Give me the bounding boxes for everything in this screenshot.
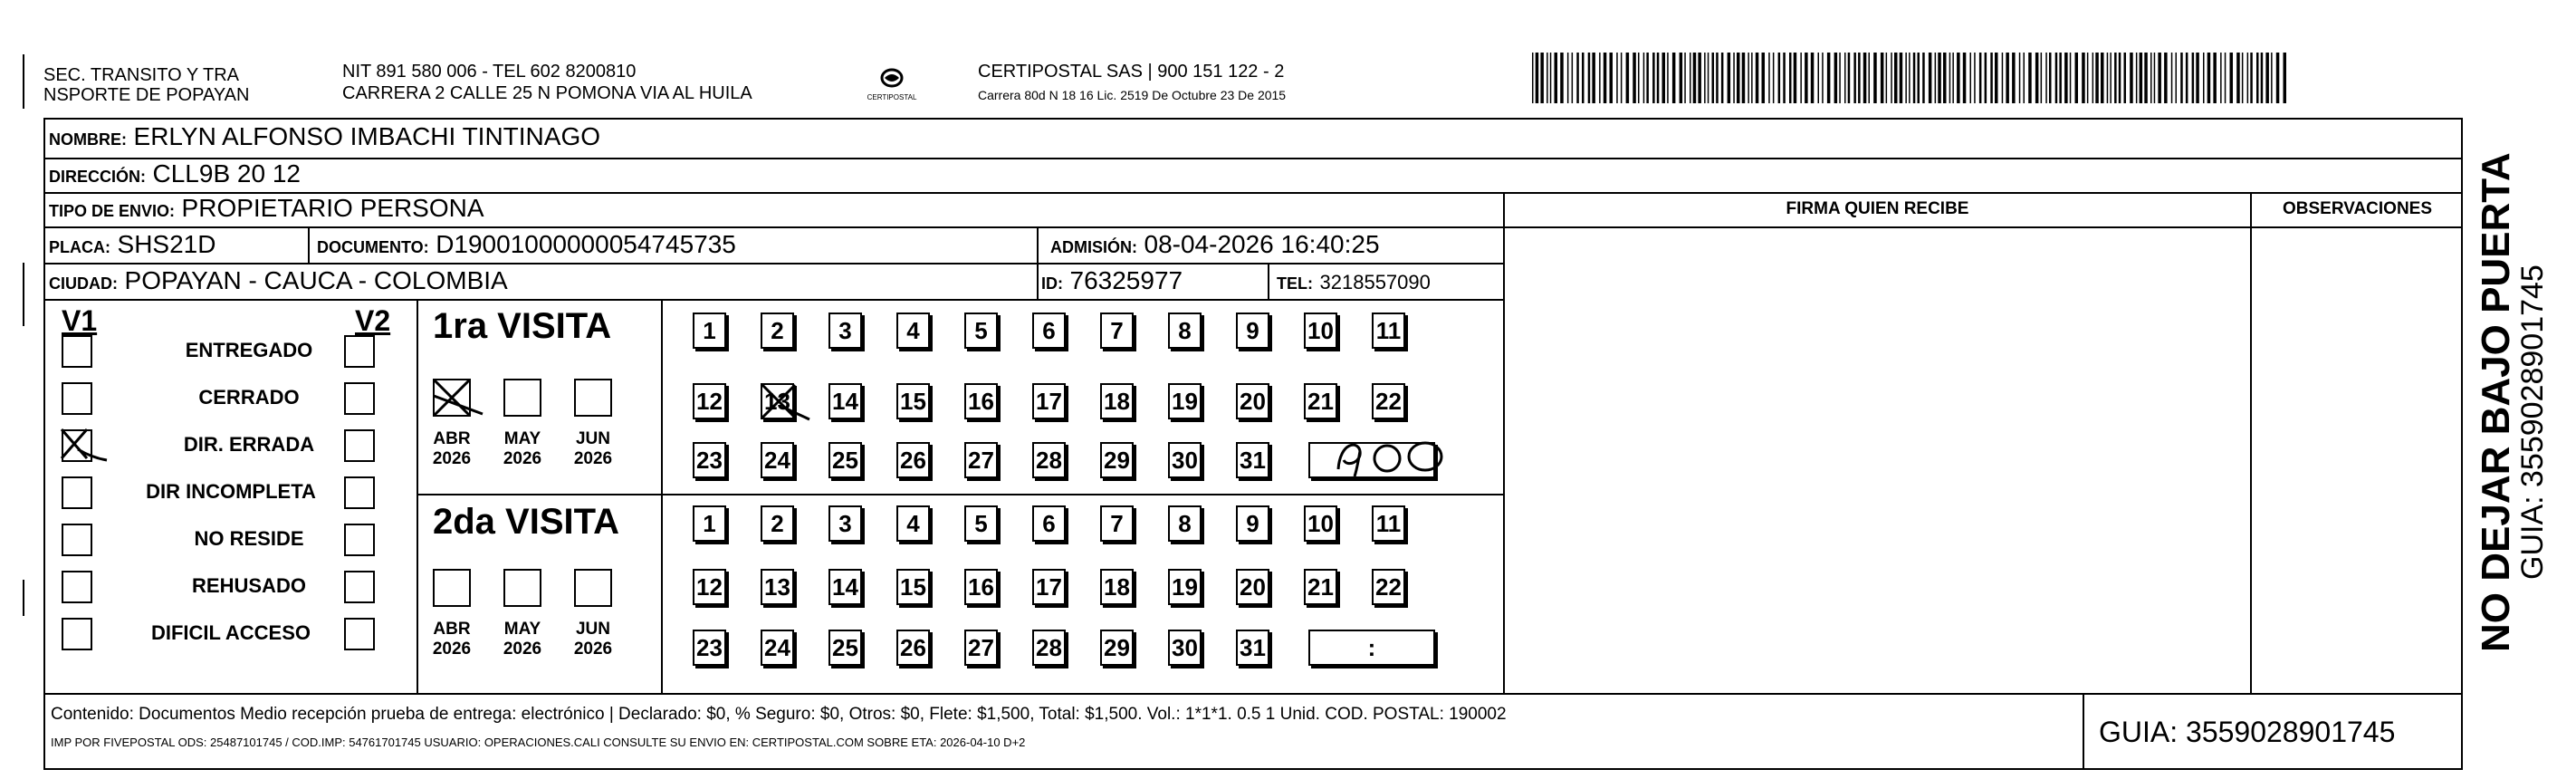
month-label: JUN 2026 [573, 620, 613, 659]
left-margin-line [23, 54, 24, 109]
barcode-bar [1680, 53, 1683, 103]
barcode-bar [2186, 53, 2188, 103]
nombre-label: NOMBRE: [49, 130, 127, 149]
barcode-bar [2171, 53, 2173, 103]
barcode-bar [2192, 53, 2195, 103]
month-checkbox[interactable] [433, 569, 471, 607]
day-box[interactable]: 3 [828, 313, 862, 349]
day-box[interactable]: 24 [761, 630, 794, 666]
barcode-bar [2230, 53, 2234, 103]
barcode-bar [1778, 53, 1781, 103]
barcode-bar [1869, 53, 1871, 103]
footer-contenido: Contenido: Documentos Medio recepción prueba de entrega: electrónico | Declarado: $0, % Seguro: $0, Otros: $0, Flete: $1,500, Total: $1,500. Vol.: 1*1*1. 0.5 1 Unid. COD. POSTAL: 190002 [51, 705, 1507, 724]
day-box[interactable]: 14 [828, 569, 862, 605]
day-box[interactable]: 11 [1372, 505, 1405, 542]
ciudad-label: CIUDAD: [49, 274, 118, 293]
barcode-bar [1751, 53, 1753, 103]
placa-value: SHS21D [117, 230, 216, 258]
barcode-bar [2049, 53, 2052, 103]
month-label: ABR 2026 [432, 429, 472, 468]
barcode-bar [1949, 53, 1951, 103]
barcode-bar [1827, 53, 1831, 103]
barcode-bar [1604, 53, 1607, 103]
barcode-bar [1643, 53, 1645, 103]
barcode-bar [1599, 53, 1601, 103]
direccion-field [49, 160, 301, 190]
v2-checkbox[interactable] [344, 571, 375, 603]
status-label: DIFICIL ACCESO [150, 621, 311, 644]
barcode-bar [1737, 53, 1740, 103]
barcode-bar [1536, 53, 1539, 103]
company-line: CERTIPOSTAL SAS | 900 151 122 - 2 [978, 62, 1285, 82]
barcode-bar [1768, 53, 1770, 103]
barcode-bar [2064, 53, 2068, 103]
documento-value: D19001000000054745735 [436, 230, 736, 258]
barcode-bar [1789, 53, 1792, 103]
barcode-bar [2203, 53, 2205, 103]
barcode-bar [1822, 53, 1824, 103]
day-box[interactable]: 9 [1236, 313, 1269, 349]
barcode-bar [1900, 53, 1903, 103]
day-box[interactable]: 30 [1168, 630, 1202, 666]
observaciones-header: OBSERVACIONES [2282, 199, 2433, 218]
barcode-bar [1970, 53, 1972, 103]
nombre-field [49, 123, 600, 153]
day-box[interactable]: 12 [693, 569, 726, 605]
barcode-bar [1918, 53, 1920, 103]
day-box[interactable]: 15 [896, 569, 930, 605]
day-box[interactable]: 27 [964, 630, 998, 666]
barcode-bar [2087, 53, 2089, 103]
barcode-bar [1672, 53, 1676, 103]
day-box[interactable]: 21 [1304, 569, 1337, 605]
barcode-bar [1748, 53, 1749, 103]
status-label: NO RESIDE [194, 527, 304, 550]
barcode-bar [1756, 53, 1759, 103]
barcode-bar [1592, 53, 1595, 103]
barcode-bar [1646, 53, 1649, 103]
barcode-bar [1957, 53, 1960, 103]
second-visit-time-box[interactable]: : [1308, 630, 1435, 666]
barcode-bar [1844, 53, 1846, 103]
certipostal-logo-icon [865, 63, 919, 105]
day-box[interactable]: 11 [1372, 313, 1405, 349]
v1-checkbox[interactable] [62, 618, 92, 650]
barcode-bar [1762, 53, 1766, 103]
v1-checkbox[interactable] [62, 429, 92, 462]
barcode-bar [1963, 53, 1967, 103]
barcode-bar [1929, 53, 1932, 103]
barcode-bar [1935, 53, 1937, 103]
barcode-bar [2119, 53, 2121, 103]
barcode-bar [1626, 53, 1630, 103]
barcode-bar [1873, 53, 1877, 103]
status-label: DIR INCOMPLETA [146, 480, 316, 503]
barcode-bar [1555, 53, 1558, 103]
barcode-bar [2055, 53, 2058, 103]
barcode-bar [2082, 53, 2085, 103]
barcode-bar [2150, 53, 2152, 103]
day-box[interactable]: 20 [1236, 569, 1269, 605]
admision-field [1050, 231, 1380, 261]
day-box[interactable]: 15 [896, 383, 930, 419]
day-box[interactable]: 26 [896, 442, 930, 478]
barcode-bar [1794, 53, 1797, 103]
v1-checkbox[interactable] [62, 524, 92, 556]
day-box[interactable]: 20 [1236, 383, 1269, 419]
barcode-bar [1667, 53, 1669, 103]
status-label: DIR. ERRADA [183, 433, 315, 456]
barcode-bar [2110, 53, 2112, 103]
day-box[interactable]: 19 [1168, 383, 1202, 419]
barcode-bar [2220, 53, 2222, 103]
day-box[interactable]: 22 [1372, 569, 1405, 605]
barcode-bar [1773, 53, 1775, 103]
day-box[interactable]: 25 [828, 630, 862, 666]
id-label: ID: [1041, 274, 1063, 293]
barcode-bar [2158, 53, 2161, 103]
day-box[interactable]: 28 [1032, 630, 1066, 666]
direccion-label: DIRECCIÓN: [49, 168, 146, 186]
barcode-bar [1567, 53, 1569, 103]
barcode-bar [2207, 53, 2211, 103]
barcode-bar [2154, 53, 2156, 103]
barcode-bar [1652, 53, 1655, 103]
barcode-bar [1783, 53, 1786, 103]
barcode-bar [1905, 53, 1907, 103]
day-box[interactable]: 21 [1304, 383, 1337, 419]
v2-checkbox[interactable] [344, 429, 375, 462]
barcode-bar [1834, 53, 1838, 103]
barcode-bar [1974, 53, 1976, 103]
barcode-bar [1582, 53, 1585, 103]
firma-header: FIRMA QUIEN RECIBE [1786, 199, 1969, 218]
day-box[interactable]: 23 [693, 630, 726, 666]
barcode-bar [1848, 53, 1851, 103]
day-box[interactable]: 5 [964, 505, 998, 542]
barcode-bar [1938, 53, 1941, 103]
barcode-bar [1693, 53, 1697, 103]
id-field [1041, 267, 1183, 297]
barcode-bar [1979, 53, 1982, 103]
day-box[interactable]: 16 [964, 569, 998, 605]
no-dejar-bajo-puerta: NO DEJAR BAJO PUERTA [2474, 152, 2518, 652]
barcode-bar [2271, 53, 2273, 103]
admision-label: ADMISIÓN: [1050, 238, 1137, 256]
day-box[interactable]: 19 [1168, 569, 1202, 605]
barcode-bar [2164, 53, 2168, 103]
footer-impresion: IMP POR FIVEPOSTAL ODS: 25487101745 / COD.IMP: 54761701745 USUARIO: OPERACIONES.CALI CONSULTE SU ENVIO EN: CERTIPOSTAL.COM SOBRE ETA: 2026-04-10 D+2 [51, 736, 1026, 749]
left-margin-line [23, 580, 24, 616]
tipo-envio-value: PROPIETARIO PERSONA [181, 194, 484, 222]
placa-label: PLACA: [49, 238, 110, 256]
barcode-bar [2144, 53, 2148, 103]
status-label: REHUSADO [192, 574, 306, 597]
company-address: Carrera 80d N 18 16 Lic. 2519 De Octubre 23 De 2015 [978, 88, 1287, 102]
barcode-bar [2196, 53, 2199, 103]
barcode-bar [2265, 53, 2269, 103]
tel-value: 3218557090 [1319, 271, 1431, 293]
barcode-bar [1540, 53, 1544, 103]
barcode-bar [2136, 53, 2138, 103]
barcode-bar [1853, 53, 1855, 103]
barcode-bar [1881, 53, 1884, 103]
second-visit-label: 2da VISITA [433, 502, 619, 542]
placa-field [49, 231, 215, 261]
barcode-bar [1532, 53, 1534, 103]
barcode-bar [2250, 53, 2253, 103]
day-box[interactable]: 8 [1168, 505, 1202, 542]
month-checkbox[interactable] [433, 379, 471, 417]
v2-checkbox[interactable] [344, 618, 375, 650]
nit-line: NIT 891 580 006 - TEL 602 8200810 [342, 62, 637, 82]
v1-checkbox[interactable] [62, 571, 92, 603]
barcode-bar [2075, 53, 2079, 103]
barcode-bar [1805, 53, 1808, 103]
day-box[interactable]: 31 [1236, 630, 1269, 666]
v2-checkbox[interactable] [344, 335, 375, 368]
barcode-bar [2045, 53, 2047, 103]
day-box[interactable]: 1 [693, 505, 726, 542]
barcode-bar [2242, 53, 2244, 103]
v1-label: V1 [62, 304, 98, 337]
barcode-bar [1952, 53, 1954, 103]
barcode-bar [1547, 53, 1548, 103]
day-box[interactable]: 29 [1100, 630, 1134, 666]
day-box[interactable]: 14 [828, 383, 862, 419]
day-box[interactable]: 7 [1100, 505, 1134, 542]
barcode-bar [2130, 53, 2133, 103]
footer-guia: GUIA: 3559028901745 [2099, 716, 2396, 748]
day-box[interactable]: 10 [1304, 505, 1337, 542]
barcode-bar [2006, 53, 2009, 103]
id-value: 76325977 [1069, 266, 1183, 294]
barcode-bar [1576, 53, 1579, 103]
day-box[interactable]: 6 [1032, 505, 1066, 542]
barcode-bar [1716, 53, 1719, 103]
v1-checkbox[interactable] [62, 335, 92, 368]
barcode-bar [1863, 53, 1867, 103]
barcode-bar [2180, 53, 2183, 103]
documento-label: DOCUMENTO: [317, 238, 429, 256]
ciudad-field [49, 267, 508, 297]
tipo-envio-field [49, 195, 484, 225]
day-box[interactable]: 2 [761, 505, 794, 542]
nombre-value: ERLYN ALFONSO IMBACHI TINTINAGO [133, 122, 601, 150]
barcode-bar [1943, 53, 1947, 103]
v2-checkbox[interactable] [344, 382, 375, 415]
barcode-bar [2225, 53, 2226, 103]
barcode-bar [1560, 53, 1564, 103]
month-checkbox[interactable] [503, 379, 541, 417]
handwritten-time [1331, 435, 1467, 480]
barcode-bar [1913, 53, 1916, 103]
barcode-bar [1657, 53, 1660, 103]
barcode-bar [2070, 53, 2072, 103]
barcode-bar [1588, 53, 1591, 103]
sender-address: CARRERA 2 CALLE 25 N POMONA VIA AL HUILA [342, 83, 752, 103]
day-box[interactable]: 12 [693, 383, 726, 419]
barcode-bar [2114, 53, 2117, 103]
month-label: JUN 2026 [573, 429, 613, 468]
day-box[interactable]: 27 [964, 442, 998, 478]
status-label: CERRADO [198, 386, 300, 409]
barcode-bar [1858, 53, 1861, 103]
barcode-bar [2140, 53, 2143, 103]
barcode-bar [1690, 53, 1691, 103]
admision-value: 08-04-2026 16:40:25 [1144, 230, 1380, 258]
barcode-bar [2176, 53, 2178, 103]
barcode-bar [1572, 53, 1574, 103]
day-box[interactable]: 25 [828, 442, 862, 478]
barcode-bar [1662, 53, 1666, 103]
day-box[interactable]: 13 [761, 383, 794, 419]
barcode-bar [2024, 53, 2025, 103]
day-box[interactable]: 4 [896, 505, 930, 542]
barcode-bar [2028, 53, 2032, 103]
barcode-bar [1922, 53, 1925, 103]
month-checkbox[interactable] [574, 569, 612, 607]
month-checkbox[interactable] [574, 379, 612, 417]
barcode-bar [1704, 53, 1706, 103]
barcode-bar [2124, 53, 2127, 103]
day-box[interactable]: 1 [693, 313, 726, 349]
day-box[interactable]: 31 [1236, 442, 1269, 478]
day-box[interactable]: 8 [1168, 313, 1202, 349]
barcode-bar [1995, 53, 1998, 103]
month-label: MAY 2026 [503, 620, 542, 659]
tel-label: TEL: [1277, 274, 1313, 293]
barcode-bar [1811, 53, 1815, 103]
sender-line-1: SEC. TRANSITO Y TRA [43, 65, 239, 85]
barcode-bar [1886, 53, 1888, 103]
barcode-bar [1708, 53, 1709, 103]
day-box[interactable]: 18 [1100, 383, 1134, 419]
month-checkbox[interactable] [503, 569, 541, 607]
day-box[interactable]: 17 [1032, 569, 1066, 605]
barcode-bar [1891, 53, 1892, 103]
svg-text:CERTIPOSTAL: CERTIPOSTAL [867, 93, 917, 101]
day-box[interactable]: 22 [1372, 383, 1405, 419]
barcode-bar [2002, 53, 2004, 103]
day-box[interactable]: 5 [964, 313, 998, 349]
barcode-bar [2276, 53, 2280, 103]
barcode-bar [1633, 53, 1636, 103]
documento-field [317, 231, 736, 261]
left-margin-line [23, 263, 24, 326]
barcode-bar [1742, 53, 1746, 103]
barcode-bar [2247, 53, 2249, 103]
day-box[interactable]: 23 [693, 442, 726, 478]
barcode-bar [1985, 53, 1987, 103]
side-guia: GUIA: 3559028901745 [2515, 264, 2550, 580]
tipo-envio-label: TIPO DE ENVIO: [49, 202, 176, 220]
barcode-bar [2035, 53, 2039, 103]
day-box[interactable]: 26 [896, 630, 930, 666]
first-visit-label: 1ra VISITA [433, 306, 612, 346]
day-box[interactable]: 4 [896, 313, 930, 349]
barcode-bar [2107, 53, 2109, 103]
sender-line-2: NSPORTE DE POPAYAN [43, 85, 250, 105]
v2-label: V2 [355, 304, 391, 337]
barcode-bar [2041, 53, 2043, 103]
v2-checkbox[interactable] [344, 476, 375, 509]
day-box[interactable]: 9 [1236, 505, 1269, 542]
barcode-bar [1712, 53, 1715, 103]
barcode-bar [1728, 53, 1731, 103]
day-box[interactable]: 10 [1304, 313, 1337, 349]
barcode-bar [1721, 53, 1724, 103]
barcode-bar [1894, 53, 1898, 103]
day-box[interactable]: 18 [1100, 569, 1134, 605]
day-box[interactable]: 24 [761, 442, 794, 478]
barcode-bar [1698, 53, 1701, 103]
barcode-bar [1733, 53, 1735, 103]
day-box[interactable]: 13 [761, 569, 794, 605]
barcode-bar [2213, 53, 2217, 103]
day-box[interactable]: 28 [1032, 442, 1066, 478]
barcode-bar [1621, 53, 1623, 103]
barcode-bar [2019, 53, 2021, 103]
barcode-bar [1638, 53, 1640, 103]
barcode-bar [1839, 53, 1841, 103]
v2-checkbox[interactable] [344, 524, 375, 556]
barcode-bar [1610, 53, 1614, 103]
barcode-bar [1616, 53, 1618, 103]
barcode-bar [1550, 53, 1552, 103]
day-box[interactable]: 6 [1032, 313, 1066, 349]
barcode-bar [2059, 53, 2062, 103]
ciudad-value: POPAYAN - CAUCA - COLOMBIA [124, 266, 508, 294]
day-box[interactable]: 16 [964, 383, 998, 419]
barcode-bar [2236, 53, 2240, 103]
barcode-bar [1909, 53, 1910, 103]
month-label: MAY 2026 [503, 429, 542, 468]
v1-checkbox[interactable] [62, 476, 92, 509]
barcode-bar [2261, 53, 2264, 103]
barcode-bar [2012, 53, 2016, 103]
barcode-bar [1684, 53, 1686, 103]
day-box[interactable]: 7 [1100, 313, 1134, 349]
barcode-bar [1800, 53, 1802, 103]
month-label: ABR 2026 [432, 620, 472, 659]
barcode-bar [2284, 53, 2287, 103]
day-box[interactable]: 3 [828, 505, 862, 542]
v1-checkbox[interactable] [62, 382, 92, 415]
barcode-bar [1818, 53, 1820, 103]
barcode-bar [1990, 53, 1993, 103]
day-box[interactable]: 2 [761, 313, 794, 349]
day-box[interactable]: 17 [1032, 383, 1066, 419]
day-box[interactable]: 29 [1100, 442, 1134, 478]
barcode-bar [2092, 53, 2094, 103]
direccion-value: CLL9B 20 12 [152, 159, 301, 188]
barcode-bar [2256, 53, 2259, 103]
barcode [1530, 53, 2291, 103]
barcode-bar [2095, 53, 2099, 103]
tel-field [1277, 267, 1431, 297]
day-box[interactable]: 30 [1168, 442, 1202, 478]
barcode-bar [2101, 53, 2104, 103]
status-label: ENTREGADO [185, 339, 313, 361]
